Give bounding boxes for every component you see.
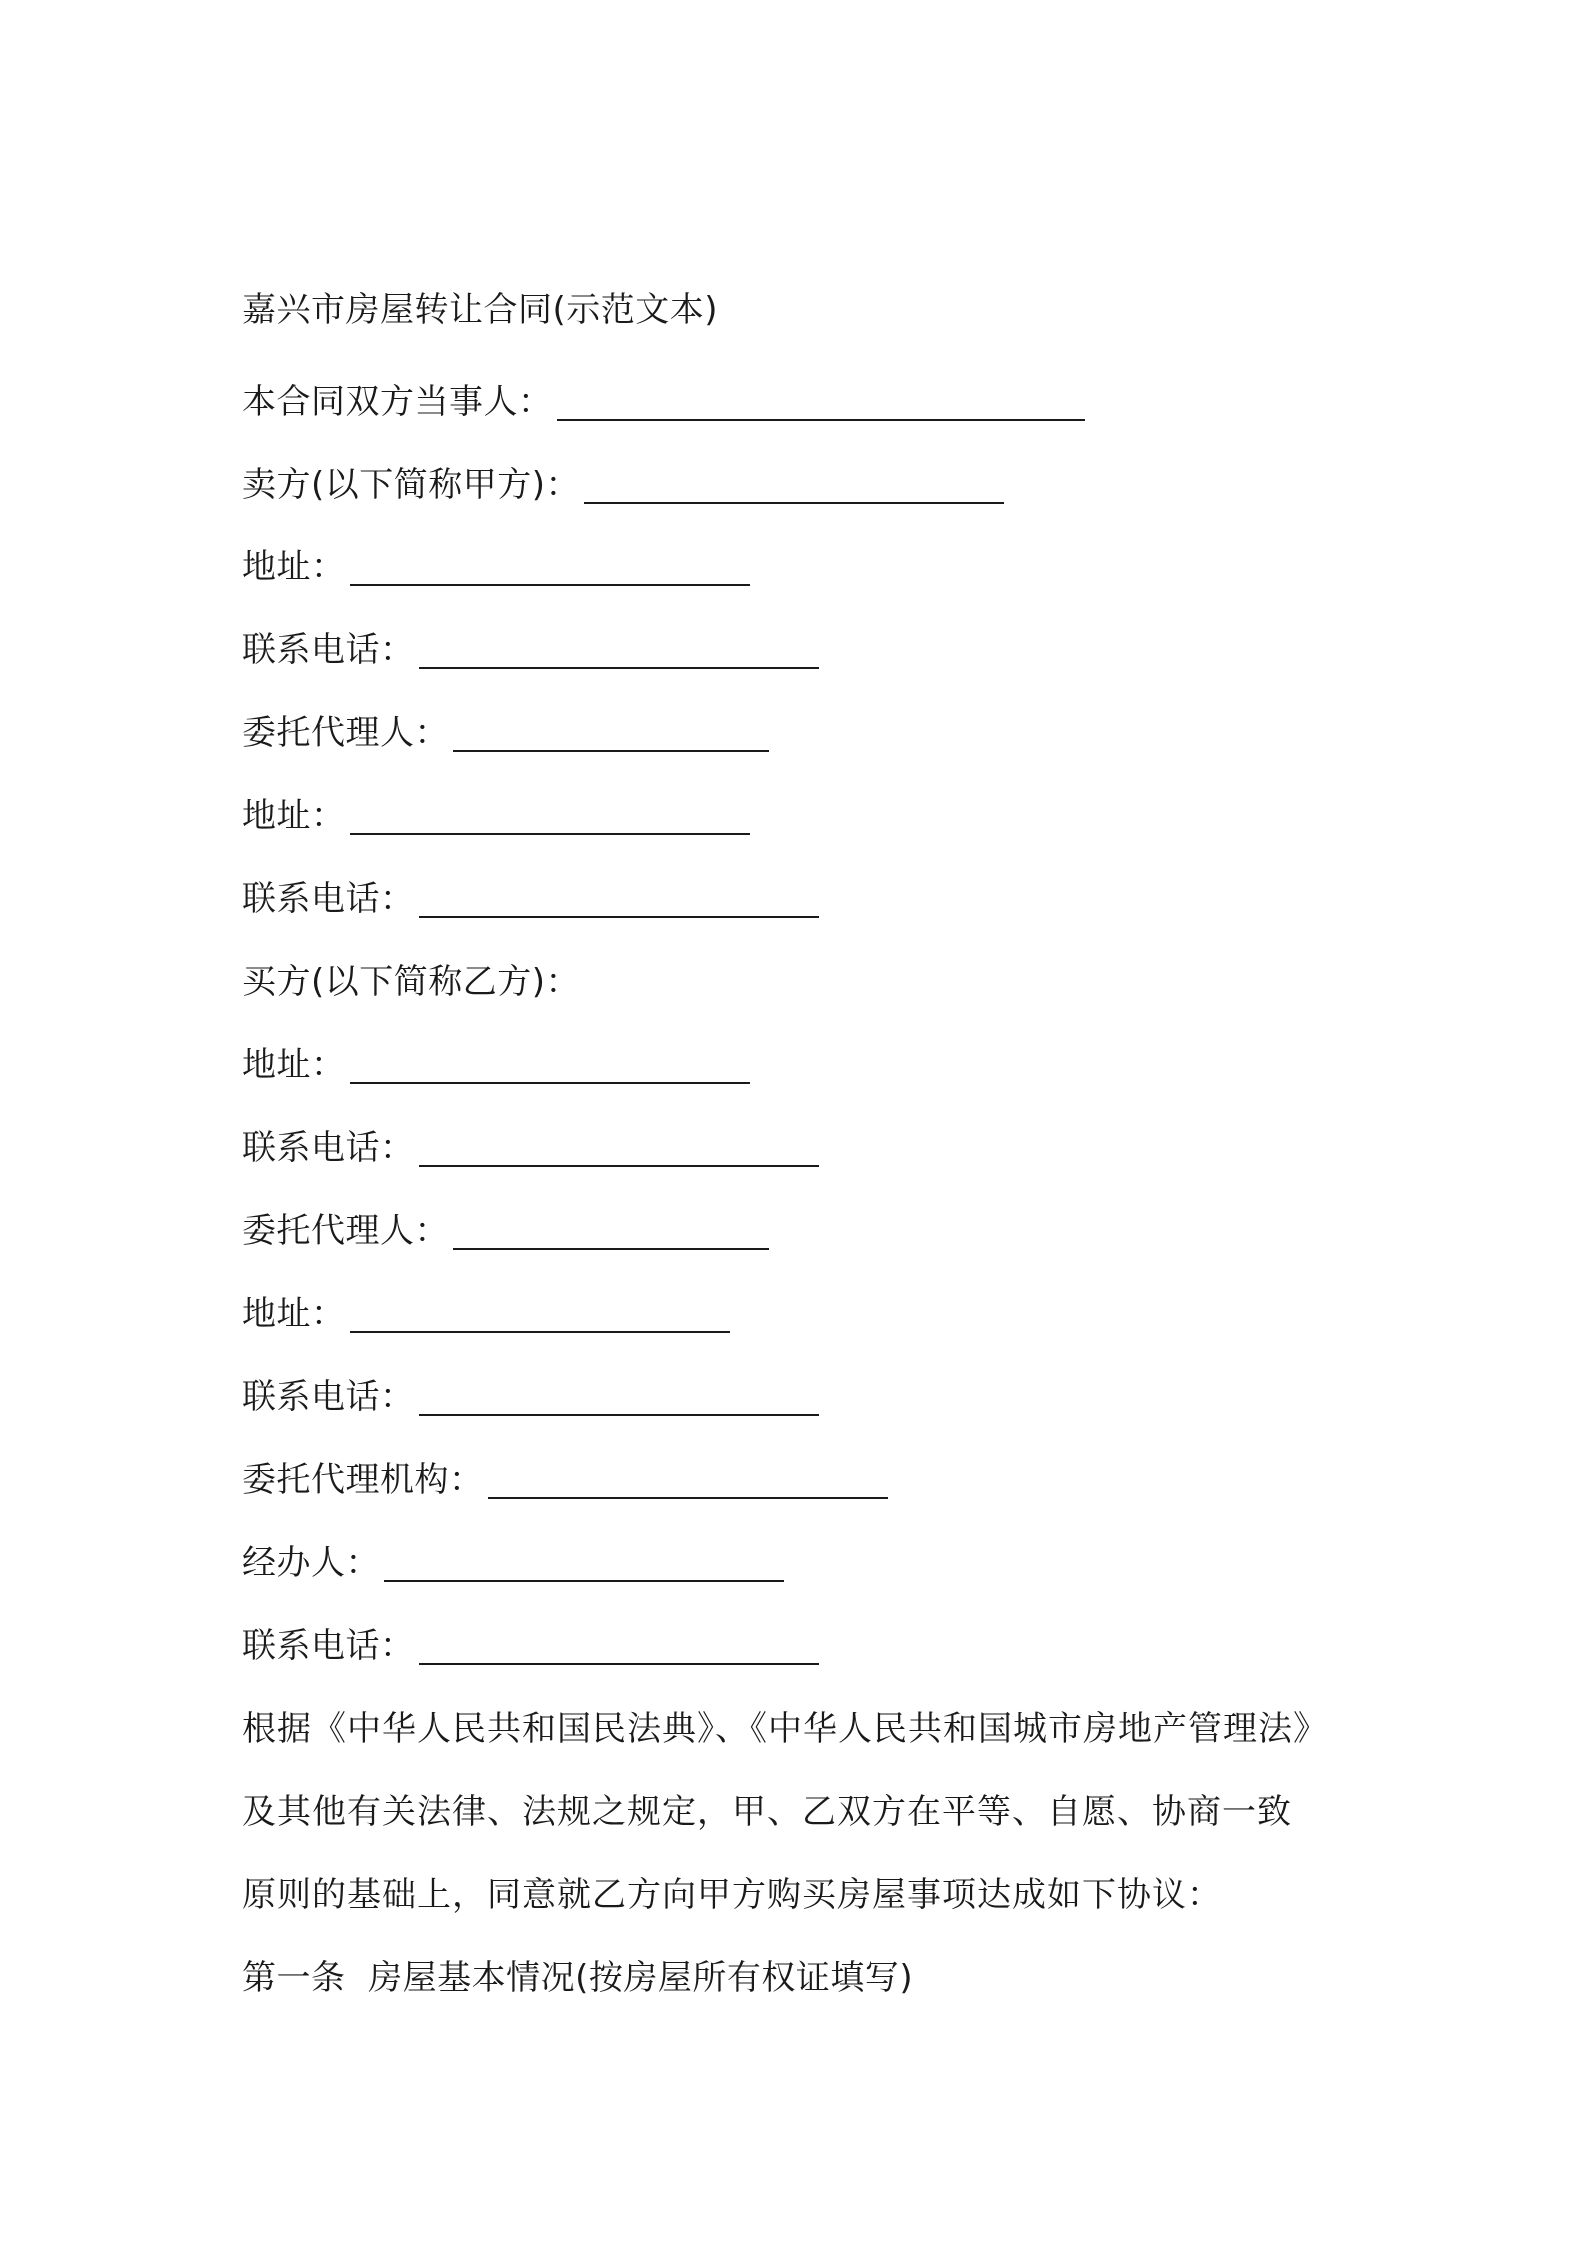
fill-blank[interactable] [419, 916, 819, 918]
fill-blank[interactable] [384, 1580, 784, 1582]
field-seller-phone [242, 628, 819, 672]
field-buyer-agent [242, 1209, 769, 1253]
field-seller-address [242, 545, 750, 589]
fill-blank[interactable] [350, 1331, 730, 1333]
document-title: 嘉兴市房屋转让合同(示范文本) [242, 290, 719, 330]
field-seller-agent-address [242, 794, 750, 838]
field-seller-agent [242, 711, 769, 755]
fill-blank[interactable] [557, 419, 1085, 421]
field-label: 本合同双方当事人： [242, 382, 553, 422]
fill-blank[interactable] [419, 667, 819, 669]
field-agency [242, 1458, 888, 1502]
fill-blank[interactable] [584, 502, 1004, 504]
field-label: 委托代理人： [242, 713, 449, 753]
fill-blank[interactable] [419, 1663, 819, 1665]
fill-blank[interactable] [350, 833, 750, 835]
field-handler [242, 1541, 784, 1585]
field-label: 经办人： [242, 1543, 380, 1583]
field-buyer-agent-phone [242, 1375, 819, 1419]
paragraph-line: 根据《中华人民共和国民法典》、《中华人民共和国城市房地产管理法》 [242, 1709, 1328, 1749]
field-label: 买方(以下简称乙方)： [242, 962, 581, 1002]
field-label: 地址： [242, 1045, 346, 1085]
field-label: 地址： [242, 796, 346, 836]
fill-blank[interactable] [488, 1497, 888, 1499]
field-label: 联系电话： [242, 1626, 415, 1666]
field-label: 地址： [242, 1294, 346, 1334]
field-label: 委托代理人： [242, 1211, 449, 1251]
field-seller-agent-phone [242, 877, 819, 921]
field-label: 联系电话： [242, 1128, 415, 1168]
article-heading: 第一条 房屋基本情况(按房屋所有权证填写) [242, 1958, 914, 1998]
fill-blank[interactable] [419, 1414, 819, 1416]
fill-blank[interactable] [350, 584, 750, 586]
field-buyer-phone [242, 1126, 819, 1170]
field-label: 联系电话： [242, 879, 415, 919]
field-parties [242, 380, 1085, 424]
field-label: 联系电话： [242, 1377, 415, 1417]
paragraph-line: 及其他有关法律、法规之规定，甲、乙双方在平等、自愿、协商一致 [242, 1792, 1292, 1832]
fill-blank[interactable] [350, 1082, 750, 1084]
field-buyer-agent-address [242, 1292, 730, 1336]
field-label: 地址： [242, 547, 346, 587]
field-label: 联系电话： [242, 630, 415, 670]
fill-blank[interactable] [419, 1165, 819, 1167]
paragraph-line: 原则的基础上，同意就乙方向甲方购买房屋事项达成如下协议： [242, 1875, 1222, 1915]
field-buyer [242, 960, 580, 1004]
fill-blank[interactable] [453, 1248, 769, 1250]
field-seller [242, 463, 1004, 507]
fill-blank[interactable] [453, 750, 769, 752]
field-buyer-address [242, 1043, 750, 1087]
field-handler-phone [242, 1624, 819, 1668]
field-label: 卖方(以下简称甲方)： [242, 465, 581, 505]
field-label: 委托代理机构： [242, 1460, 484, 1500]
